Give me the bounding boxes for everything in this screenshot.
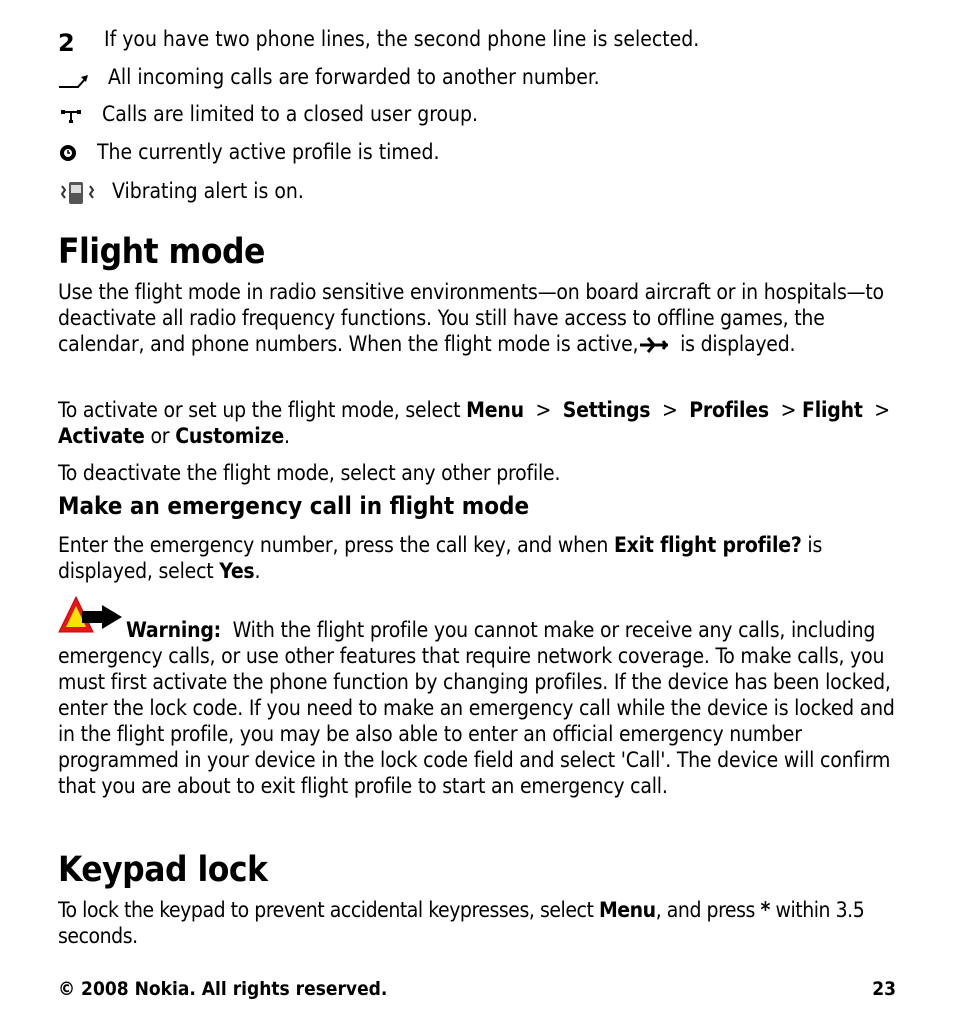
- path-separator: >: [780, 398, 797, 422]
- flight-activate-text: To activate or set up the flight mode, select: [58, 398, 467, 422]
- keypad-paragraph: [58, 897, 898, 949]
- period: .: [283, 424, 290, 448]
- page-number: 23: [872, 978, 896, 1000]
- second-line-icon: [58, 24, 98, 54]
- airplane-icon: [638, 335, 674, 355]
- list-item: [58, 62, 600, 92]
- closed-user-group-icon: [58, 99, 98, 129]
- flight-deactivate-paragraph: To deactivate the flight mode, select any other profile.: [58, 461, 561, 485]
- copyright-notice: © 2008 Nokia. All rights reserved.: [58, 978, 388, 1000]
- keypad-menu: Menu: [598, 898, 656, 922]
- warning-text: With the flight profile you cannot make or receive any calls, including emergency calls, or use other features that require network coverage. To make calls, you must first activate the phone function by changing profiles. If the device has been locked, enter the lock code. If you need to make an emergency call while the device is locked and in the flight profile, you may be also able to enter an official emergency number programmed in your device in the lock code field and select 'Call'. The device will confirm that you are about to exit flight profile to start an emergency call.: [58, 618, 895, 798]
- menu-path-flight: Flight: [802, 398, 863, 422]
- menu-path-profiles: Profiles: [689, 398, 769, 422]
- page-footer: [58, 978, 896, 1000]
- yes-option: Yes: [219, 559, 255, 583]
- vibrating-alert-icon: [58, 176, 98, 206]
- subheading-emergency-call: Make an emergency call in flight mode: [58, 492, 530, 520]
- section-heading-keypad-lock: Keypad lock: [58, 850, 268, 890]
- keypad-text: To lock the keypad to prevent accidental keypresses, select: [58, 898, 599, 922]
- keypad-text-end: within 3.5 seconds.: [58, 898, 865, 948]
- menu-path-activate: Activate: [58, 424, 145, 448]
- menu-path-menu: Menu: [466, 398, 524, 422]
- path-separator: >: [874, 398, 890, 422]
- list-item-text: If you have two phone lines, the second phone line is selected.: [104, 27, 700, 51]
- path-separator: >: [535, 398, 552, 422]
- period: .: [254, 559, 261, 583]
- timed-profile-icon: [58, 137, 98, 167]
- list-item: [58, 176, 304, 206]
- flight-intro-paragraph: [58, 279, 898, 357]
- list-item-text: All incoming calls are forwarded to another number.: [108, 65, 600, 89]
- list-item-text: The currently active profile is timed.: [97, 140, 440, 164]
- warning-label: Warning:: [126, 618, 222, 642]
- flight-intro-text-end: is displayed.: [680, 332, 796, 356]
- svg-text:2: 2: [58, 29, 75, 54]
- or-text: or: [150, 424, 170, 448]
- list-item-text: Vibrating alert is on.: [112, 179, 304, 203]
- list-item: [58, 24, 699, 54]
- call-forward-icon: [58, 62, 98, 92]
- section-heading-flight-mode: Flight mode: [58, 232, 265, 272]
- keypad-text-mid: , and press: [655, 898, 761, 922]
- flight-intro-text: Use the flight mode in radio sensitive environments—on board aircraft or in hospitals—to deactivate all radio frequency functions. You still have access to offline games, the calendar, and phone numbers. When the flight mode is active,: [58, 280, 884, 356]
- flight-activate-paragraph: [58, 397, 898, 449]
- list-item-text: Calls are limited to a closed user group.: [102, 102, 479, 126]
- list-item: [58, 137, 439, 167]
- emergency-paragraph: [58, 532, 898, 584]
- warning-paragraph: [58, 617, 898, 799]
- star-key: *: [760, 898, 770, 922]
- path-separator: >: [661, 398, 678, 422]
- exit-flight-profile-prompt: Exit flight profile?: [613, 533, 802, 557]
- menu-path-customize: Customize: [175, 424, 284, 448]
- list-item: [58, 99, 478, 129]
- emergency-text-mid: is displayed, select: [58, 533, 823, 583]
- menu-path-settings: Settings: [562, 398, 651, 422]
- emergency-text: Enter the emergency number, press the call key, and when: [58, 533, 614, 557]
